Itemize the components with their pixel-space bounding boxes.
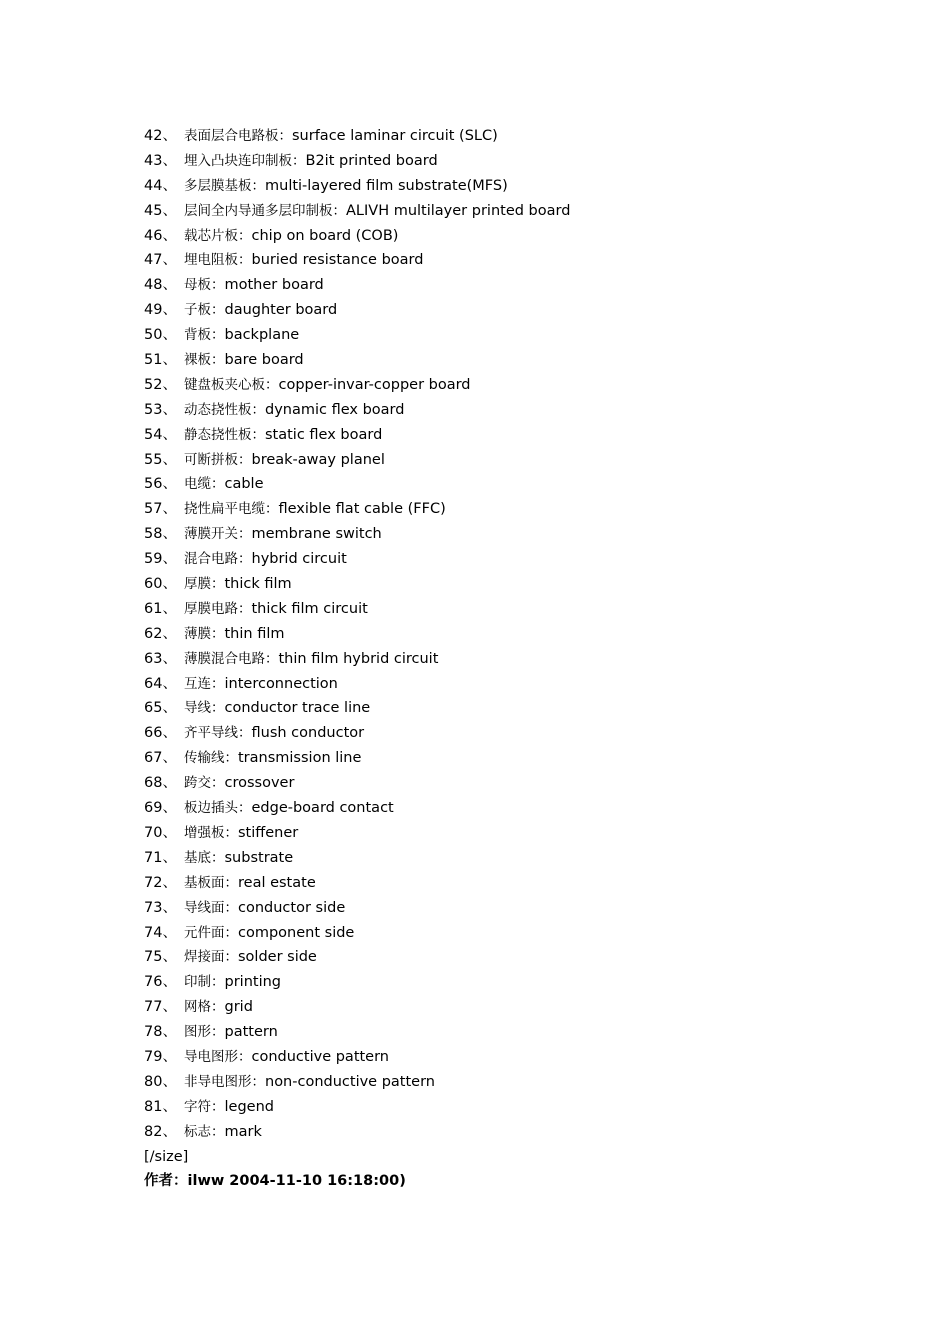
glossary-entry bbox=[144, 696, 904, 721]
glossary-entry bbox=[144, 248, 904, 273]
entry-number: 62、 bbox=[144, 625, 177, 642]
entry-chinese-term: 裸板 bbox=[184, 352, 211, 369]
entry-chinese-term: 网格 bbox=[184, 999, 211, 1016]
glossary-entry bbox=[144, 1020, 904, 1045]
entry-separator: ： bbox=[211, 700, 225, 717]
entry-english-term: substrate bbox=[224, 849, 294, 866]
entry-english-term: real estate bbox=[238, 874, 316, 891]
entry-english-term: printing bbox=[224, 974, 281, 991]
entry-english-term: thick film bbox=[224, 576, 292, 593]
glossary-entry bbox=[144, 547, 904, 572]
glossary-entry bbox=[144, 298, 904, 323]
entry-chinese-term: 埋电阻板 bbox=[184, 252, 238, 269]
entry-separator: ： bbox=[224, 924, 238, 941]
entry-chinese-term: 挠性扁平电缆 bbox=[184, 501, 265, 518]
glossary-entry bbox=[144, 423, 904, 448]
entry-english-term: legend bbox=[224, 1098, 274, 1115]
entry-number: 73、 bbox=[144, 899, 177, 916]
entry-chinese-term: 薄膜混合电路 bbox=[184, 650, 265, 667]
entry-separator: ： bbox=[224, 899, 238, 916]
entry-english-term: ALIVH multilayer printed board bbox=[346, 202, 571, 219]
entry-english-term: grid bbox=[224, 999, 253, 1016]
entry-number: 59、 bbox=[144, 551, 177, 568]
glossary-list bbox=[144, 124, 904, 1145]
entry-english-term: static flex board bbox=[265, 426, 383, 443]
glossary-entry bbox=[144, 1095, 904, 1120]
entry-chinese-term: 导线面 bbox=[184, 899, 225, 916]
entry-chinese-term: 导电图形 bbox=[184, 1048, 238, 1065]
glossary-entry bbox=[144, 871, 904, 896]
entry-separator: ： bbox=[211, 1098, 225, 1115]
entry-chinese-term: 键盘板夹心板 bbox=[184, 376, 265, 393]
entry-chinese-term: 静态挠性板 bbox=[184, 426, 252, 443]
glossary-entry bbox=[144, 796, 904, 821]
entry-english-term: copper-invar-copper board bbox=[278, 376, 471, 393]
entry-number: 64、 bbox=[144, 675, 177, 692]
glossary-entry bbox=[144, 1120, 904, 1145]
entry-english-term: multi-layered film substrate(MFS) bbox=[265, 177, 508, 194]
entry-chinese-term: 母板 bbox=[184, 277, 211, 294]
entry-number: 46、 bbox=[144, 227, 177, 244]
entry-separator: ： bbox=[211, 277, 225, 294]
entry-number: 48、 bbox=[144, 277, 177, 294]
entry-number: 53、 bbox=[144, 401, 177, 418]
entry-separator: ： bbox=[224, 750, 238, 767]
entry-separator: ： bbox=[211, 476, 225, 493]
entry-number: 70、 bbox=[144, 824, 177, 841]
glossary-entry bbox=[144, 771, 904, 796]
entry-chinese-term: 混合电路 bbox=[184, 551, 238, 568]
entry-separator: ： bbox=[251, 1073, 265, 1090]
entry-separator: ： bbox=[224, 874, 238, 891]
entry-chinese-term: 字符 bbox=[184, 1098, 211, 1115]
entry-chinese-term: 基板面 bbox=[184, 874, 225, 891]
entry-english-term: flush conductor bbox=[251, 725, 365, 742]
entry-english-term: mark bbox=[224, 1123, 262, 1140]
entry-english-term: cable bbox=[224, 476, 264, 493]
entry-number: 50、 bbox=[144, 327, 177, 344]
entry-separator: ： bbox=[251, 401, 265, 418]
glossary-entry bbox=[144, 448, 904, 473]
glossary-entry bbox=[144, 846, 904, 871]
entry-english-term: backplane bbox=[224, 327, 300, 344]
entry-english-term: thin film bbox=[224, 625, 285, 642]
entry-chinese-term: 可断拼板 bbox=[184, 451, 238, 468]
glossary-entry bbox=[144, 896, 904, 921]
entry-chinese-term: 表面层合电路板 bbox=[184, 128, 279, 144]
entry-separator: ： bbox=[211, 974, 225, 991]
entry-number: 47、 bbox=[144, 252, 177, 269]
entry-number: 81、 bbox=[144, 1098, 177, 1115]
entry-separator: ： bbox=[238, 800, 252, 817]
glossary-entry bbox=[144, 323, 904, 348]
entry-chinese-term: 埋入凸块连印制板 bbox=[184, 152, 292, 169]
entry-separator: ： bbox=[238, 227, 252, 244]
entry-separator: ： bbox=[211, 999, 225, 1016]
glossary-entry bbox=[144, 124, 904, 149]
entry-english-term: daughter board bbox=[224, 302, 338, 319]
entry-number: 80、 bbox=[144, 1073, 177, 1090]
entry-chinese-term: 标志 bbox=[184, 1123, 211, 1140]
entry-separator: ： bbox=[292, 152, 306, 169]
document-body bbox=[144, 124, 904, 1194]
glossary-entry bbox=[144, 995, 904, 1020]
entry-chinese-term: 厚膜 bbox=[184, 576, 211, 593]
entry-separator: ： bbox=[211, 1024, 225, 1041]
entry-separator: ： bbox=[238, 526, 252, 543]
entry-number: 65、 bbox=[144, 700, 177, 717]
entry-separator: ： bbox=[211, 849, 225, 866]
entry-number: 57、 bbox=[144, 501, 177, 518]
entry-chinese-term: 导线 bbox=[184, 700, 211, 717]
entry-english-term: stiffener bbox=[238, 824, 299, 841]
entry-separator: ： bbox=[251, 426, 265, 443]
entry-english-term: conductor trace line bbox=[224, 700, 371, 717]
entry-chinese-term: 载芯片板 bbox=[184, 227, 238, 244]
entry-english-term: conductive pattern bbox=[251, 1048, 390, 1065]
entry-chinese-term: 基底 bbox=[184, 849, 211, 866]
entry-separator: ： bbox=[211, 352, 225, 369]
entry-separator: ： bbox=[224, 949, 238, 966]
entry-number: 77、 bbox=[144, 999, 177, 1016]
glossary-entry bbox=[144, 597, 904, 622]
entry-separator: ： bbox=[265, 650, 279, 667]
entry-separator: ： bbox=[211, 625, 225, 642]
entry-number: 43、 bbox=[144, 152, 177, 169]
entry-separator: ： bbox=[211, 1123, 225, 1140]
entry-english-term: surface laminar circuit (SLC) bbox=[292, 128, 498, 144]
entry-number: 61、 bbox=[144, 600, 177, 617]
entry-number: 60、 bbox=[144, 576, 177, 593]
entry-english-term: chip on board (COB) bbox=[251, 227, 399, 244]
entry-chinese-term: 互连 bbox=[184, 675, 211, 692]
entry-chinese-term: 背板 bbox=[184, 327, 211, 344]
glossary-entry bbox=[144, 721, 904, 746]
glossary-entry bbox=[144, 398, 904, 423]
glossary-entry bbox=[144, 945, 904, 970]
entry-english-term: transmission line bbox=[238, 750, 362, 767]
entry-english-term: thick film circuit bbox=[251, 600, 368, 617]
entry-separator: ： bbox=[211, 302, 225, 319]
glossary-entry bbox=[144, 472, 904, 497]
entry-separator: ： bbox=[211, 327, 225, 344]
glossary-entry bbox=[144, 174, 904, 199]
entry-english-term: flexible flat cable (FFC) bbox=[278, 501, 446, 518]
entry-chinese-term: 动态挠性板 bbox=[184, 401, 252, 418]
entry-number: 55、 bbox=[144, 451, 177, 468]
entry-english-term: hybrid circuit bbox=[251, 551, 347, 568]
glossary-entry bbox=[144, 224, 904, 249]
glossary-entry bbox=[144, 746, 904, 771]
entry-number: 52、 bbox=[144, 376, 177, 393]
entry-separator: ： bbox=[265, 376, 279, 393]
entry-number: 45、 bbox=[144, 202, 177, 219]
entry-chinese-term: 厚膜电路 bbox=[184, 600, 238, 617]
entry-number: 66、 bbox=[144, 725, 177, 742]
glossary-entry bbox=[144, 970, 904, 995]
entry-english-term: buried resistance board bbox=[251, 252, 424, 269]
entry-separator: ： bbox=[265, 501, 279, 518]
entry-english-term: membrane switch bbox=[251, 526, 382, 543]
entry-english-term: bare board bbox=[224, 352, 304, 369]
entry-chinese-term: 齐平导线 bbox=[184, 725, 238, 742]
entry-english-term: mother board bbox=[224, 277, 324, 294]
entry-number: 69、 bbox=[144, 800, 177, 817]
entry-english-term: solder side bbox=[238, 949, 317, 966]
entry-chinese-term: 印制 bbox=[184, 974, 211, 991]
entry-number: 67、 bbox=[144, 750, 177, 767]
glossary-entry bbox=[144, 1045, 904, 1070]
entry-chinese-term: 薄膜开关 bbox=[184, 526, 238, 543]
entry-chinese-term: 薄膜 bbox=[184, 625, 211, 642]
entry-number: 78、 bbox=[144, 1024, 177, 1041]
glossary-entry bbox=[144, 497, 904, 522]
entry-separator: ： bbox=[332, 202, 346, 219]
entry-separator: ： bbox=[238, 1048, 252, 1065]
entry-separator: ： bbox=[238, 600, 252, 617]
entry-english-term: conductor side bbox=[238, 899, 346, 916]
entry-separator: ： bbox=[238, 551, 252, 568]
glossary-entry bbox=[144, 1070, 904, 1095]
entry-separator: ： bbox=[238, 252, 252, 269]
entry-separator: ： bbox=[251, 177, 265, 194]
glossary-entry bbox=[144, 921, 904, 946]
entry-chinese-term: 子板 bbox=[184, 302, 211, 319]
closing-tag: [/size] bbox=[144, 1148, 189, 1165]
entry-chinese-term: 元件面 bbox=[184, 924, 225, 941]
entry-chinese-term: 非导电图形 bbox=[184, 1073, 252, 1090]
entry-separator: ： bbox=[238, 451, 252, 468]
entry-english-term: thin film hybrid circuit bbox=[278, 650, 439, 667]
entry-english-term: crossover bbox=[224, 775, 295, 792]
entry-number: 54、 bbox=[144, 426, 177, 443]
entry-chinese-term: 板边插头 bbox=[184, 800, 238, 817]
glossary-entry bbox=[144, 622, 904, 647]
entry-number: 63、 bbox=[144, 650, 177, 667]
entry-separator: ： bbox=[211, 775, 225, 792]
entry-separator: ： bbox=[238, 725, 252, 742]
entry-chinese-term: 传输线 bbox=[184, 750, 225, 767]
entry-number: 58、 bbox=[144, 526, 177, 543]
glossary-entry bbox=[144, 572, 904, 597]
entry-chinese-term: 增强板 bbox=[184, 824, 225, 841]
entry-chinese-term: 多层膜基板 bbox=[184, 177, 252, 194]
entry-english-term: component side bbox=[238, 924, 355, 941]
entry-english-term: pattern bbox=[224, 1024, 278, 1041]
entry-chinese-term: 电缆 bbox=[184, 476, 211, 493]
entry-number: 68、 bbox=[144, 775, 177, 792]
entry-number: 74、 bbox=[144, 924, 177, 941]
entry-number: 72、 bbox=[144, 874, 177, 891]
entry-english-term: break-away planel bbox=[251, 451, 385, 468]
entry-chinese-term: 跨交 bbox=[184, 775, 211, 792]
entry-english-term: B2it printed board bbox=[305, 152, 438, 169]
glossary-entry bbox=[144, 373, 904, 398]
entry-number: 56、 bbox=[144, 476, 177, 493]
author-line: 作者：ilww 2004-11-10 16:18:00) bbox=[144, 1173, 406, 1190]
glossary-entry bbox=[144, 199, 904, 224]
entry-separator: ： bbox=[224, 824, 238, 841]
entry-chinese-term: 层间全内导通多层印制板 bbox=[184, 202, 333, 219]
entry-number: 71、 bbox=[144, 849, 177, 866]
entry-english-term: non-conductive pattern bbox=[265, 1073, 435, 1090]
entry-number: 42、 bbox=[144, 128, 177, 144]
glossary-entry bbox=[144, 348, 904, 373]
entry-number: 49、 bbox=[144, 302, 177, 319]
entry-number: 44、 bbox=[144, 177, 177, 194]
entry-separator: ： bbox=[211, 675, 225, 692]
glossary-entry bbox=[144, 522, 904, 547]
entry-chinese-term: 图形 bbox=[184, 1024, 211, 1041]
entry-number: 76、 bbox=[144, 974, 177, 991]
entry-number: 82、 bbox=[144, 1123, 177, 1140]
entry-separator: ： bbox=[278, 128, 292, 144]
glossary-entry bbox=[144, 821, 904, 846]
entry-number: 79、 bbox=[144, 1048, 177, 1065]
entry-english-term: dynamic flex board bbox=[265, 401, 405, 418]
glossary-entry bbox=[144, 672, 904, 697]
glossary-entry bbox=[144, 149, 904, 174]
entry-number: 75、 bbox=[144, 949, 177, 966]
entry-english-term: interconnection bbox=[224, 675, 338, 692]
entry-separator: ： bbox=[211, 576, 225, 593]
entry-number: 51、 bbox=[144, 352, 177, 369]
entry-chinese-term: 焊接面 bbox=[184, 949, 225, 966]
glossary-entry bbox=[144, 273, 904, 298]
entry-english-term: edge-board contact bbox=[251, 800, 394, 817]
glossary-entry bbox=[144, 647, 904, 672]
